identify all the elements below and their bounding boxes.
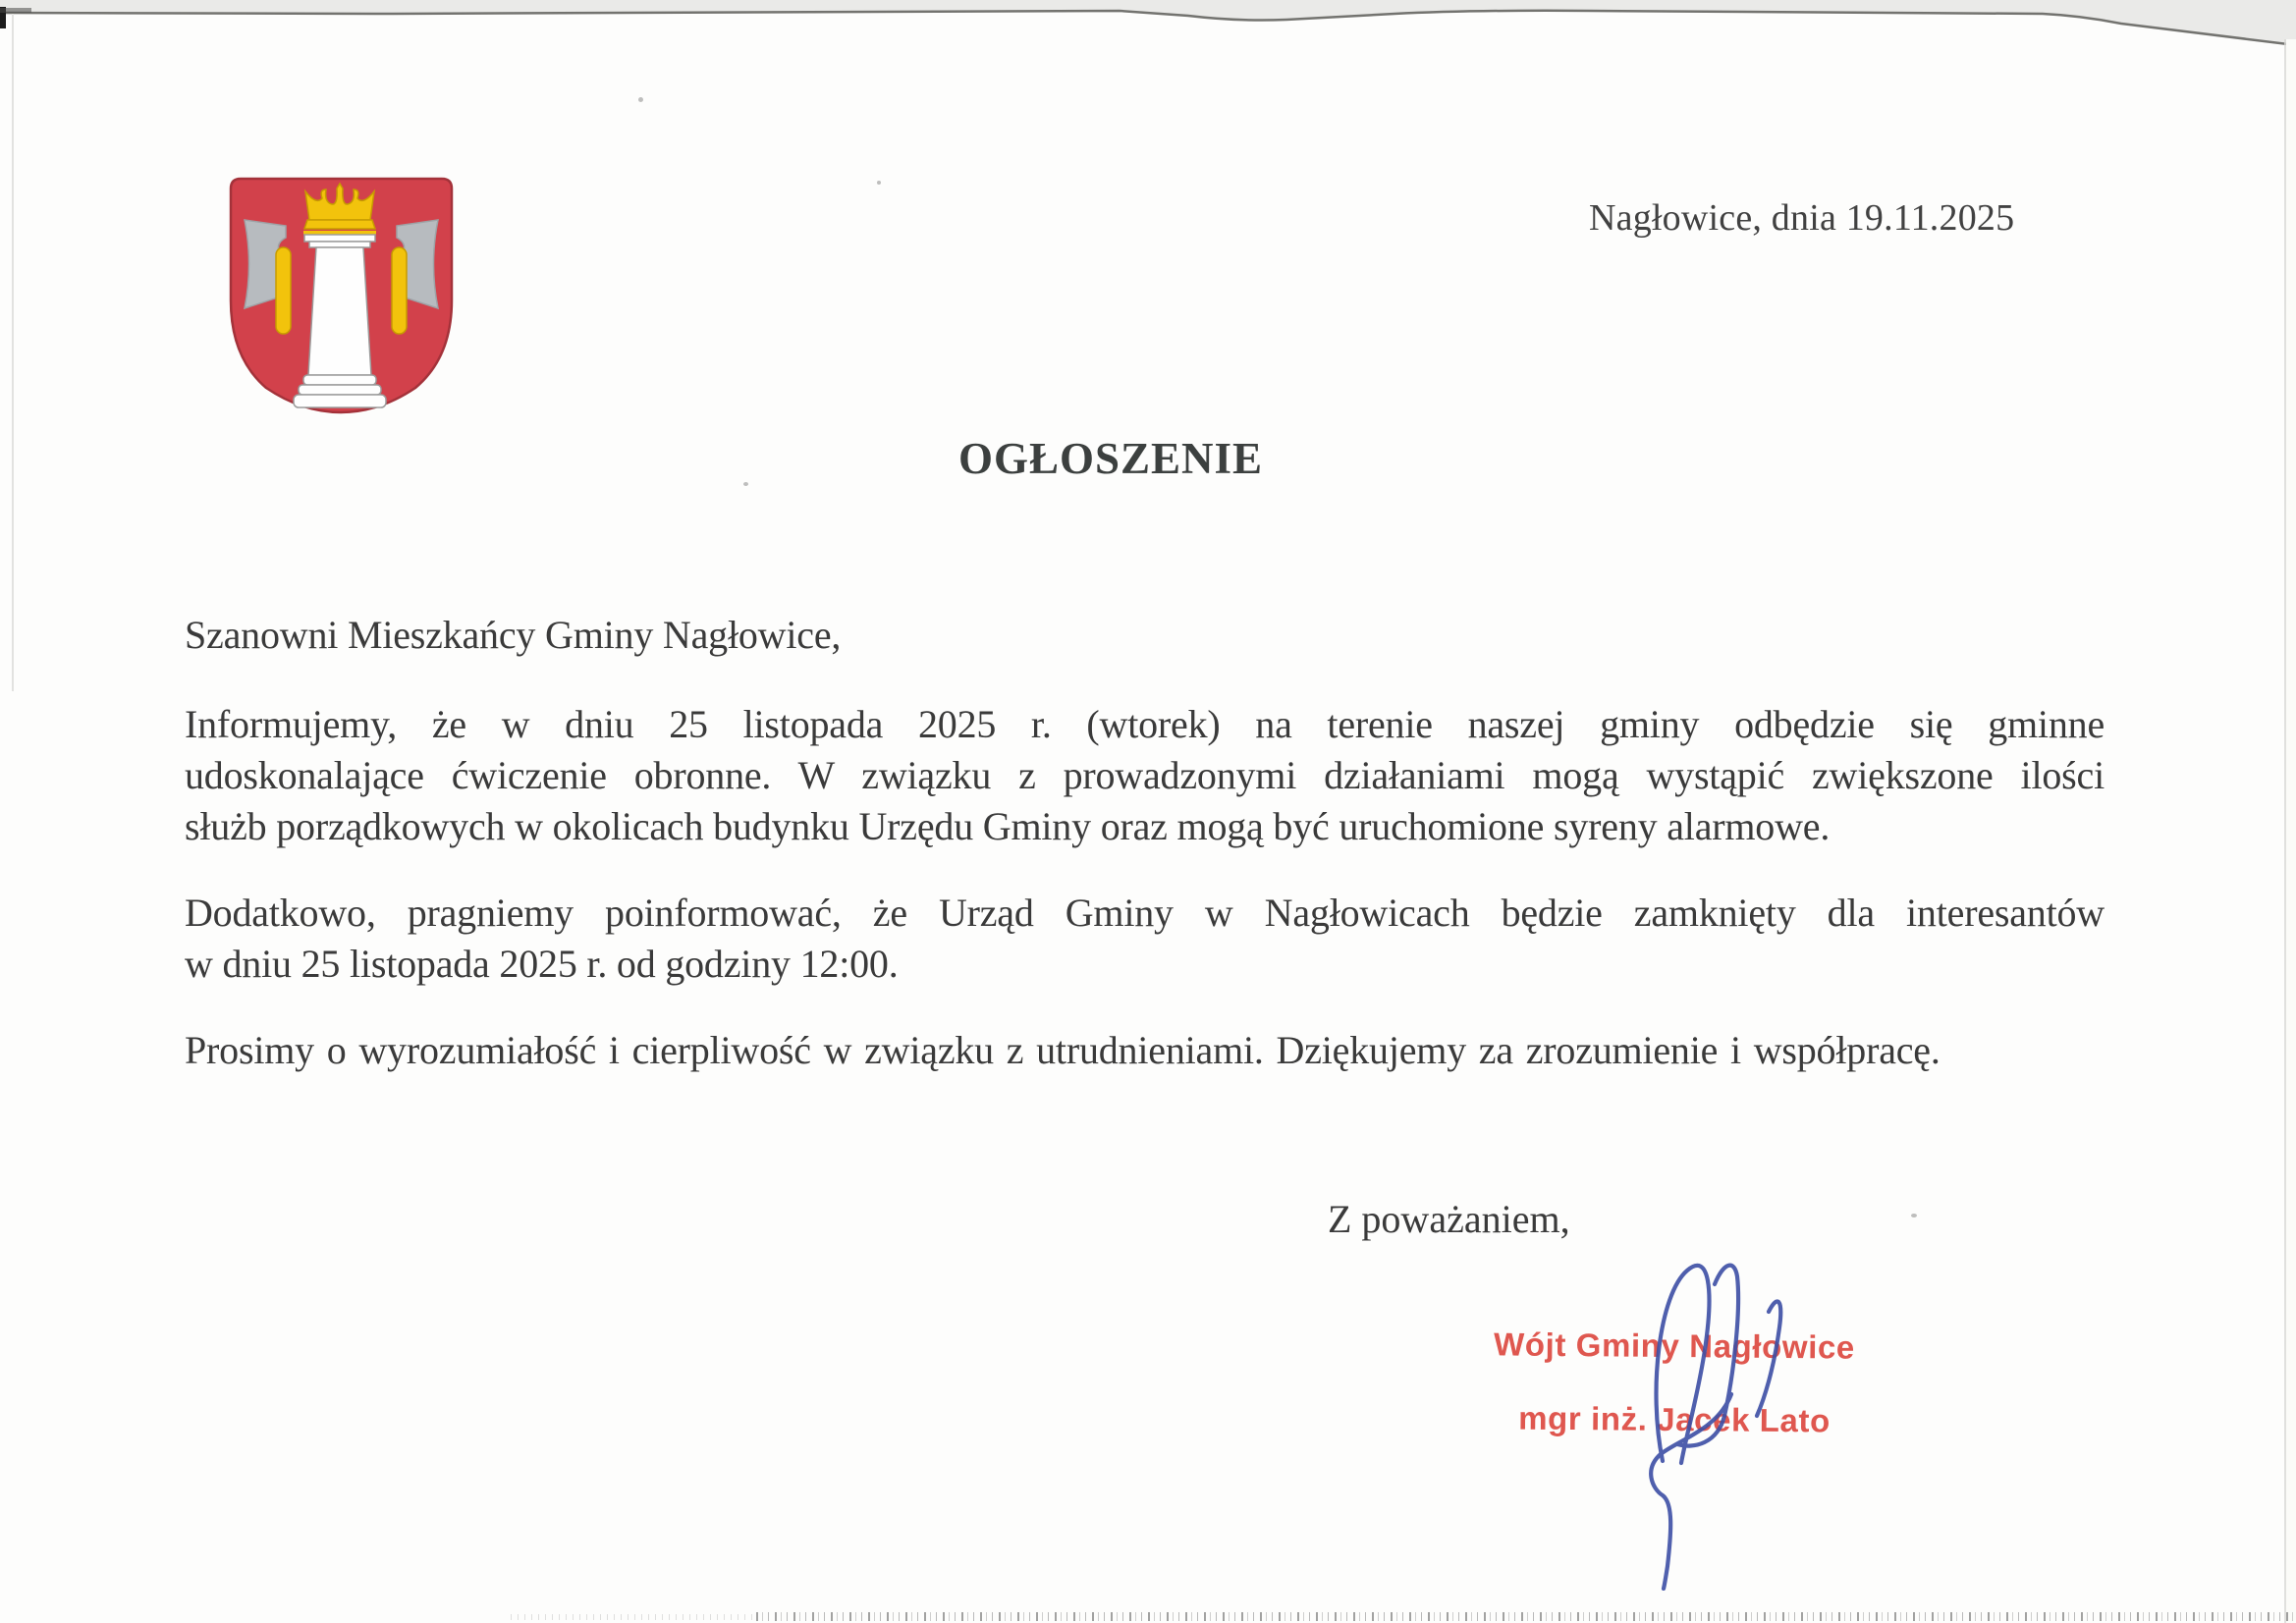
scan-speck — [1911, 1214, 1917, 1217]
scan-bottom-noise-light — [511, 1614, 756, 1620]
paragraph-1-line-3: służb porządkowych w okolicach budynku Urzędu Gminy oraz mogą być uruchomione syreny alarmowe. — [185, 804, 1831, 848]
official-stamp-line-2: mgr inż. Jacek Lato — [1518, 1399, 1831, 1439]
scan-speck — [877, 181, 881, 185]
coat-of-arms-naglowice-icon — [221, 175, 462, 415]
salutation — [185, 610, 2105, 661]
paragraph-1-line-2: udoskonalające ćwiczenie obronne. W związku z prowadzonymi działaniami mogą wystąpić zwiększone ilości — [185, 753, 2105, 797]
salutation-line: Szanowni Mieszkańcy Gminy Nagłowice, — [185, 613, 842, 657]
scan-corner-shadow — [0, 8, 31, 13]
official-stamp-line-1: Wójt Gminy Nagłowice — [1493, 1325, 1856, 1366]
paragraph-2-line-1: Dodatkowo, pragniemy poinformować, że Urząd Gminy w Nagłowicach będzie zamknięty dla interesantów — [185, 891, 2105, 935]
paragraph-3-line-1: Prosimy o wyrozumiałość i cierpliwość w związku z utrudnieniami. Dziękujemy za zrozumienie i współpracę. — [185, 1028, 1941, 1072]
scan-left-edge-line — [12, 14, 14, 691]
scan-right-edge-line — [2284, 39, 2286, 1623]
page-title: OGŁOSZENIE — [957, 434, 1264, 483]
paragraph-3 — [185, 1025, 2105, 1076]
paragraph-1-line-1: Informujemy, że w dniu 25 listopada 2025 r. (wtorek) na terenie naszej gminy odbędzie się gminne — [185, 702, 2105, 746]
handwritten-signature — [1569, 1237, 1834, 1591]
scan-top-edge-artifact — [0, 0, 2296, 49]
date-line: Nagłowice, dnia 19.11.2025 — [1589, 197, 2015, 239]
scan-speck — [743, 482, 748, 486]
paragraph-1 — [185, 699, 2105, 852]
scan-speck — [638, 97, 643, 102]
scan-bottom-noise — [756, 1612, 2296, 1621]
paragraph-2 — [185, 888, 2105, 990]
closing-phrase: Z poważaniem, — [1328, 1197, 1570, 1241]
scan-right-paper-edge — [2286, 39, 2296, 1623]
paragraph-2-line-2: w dniu 25 listopada 2025 r. od godziny 12:00. — [185, 942, 899, 986]
